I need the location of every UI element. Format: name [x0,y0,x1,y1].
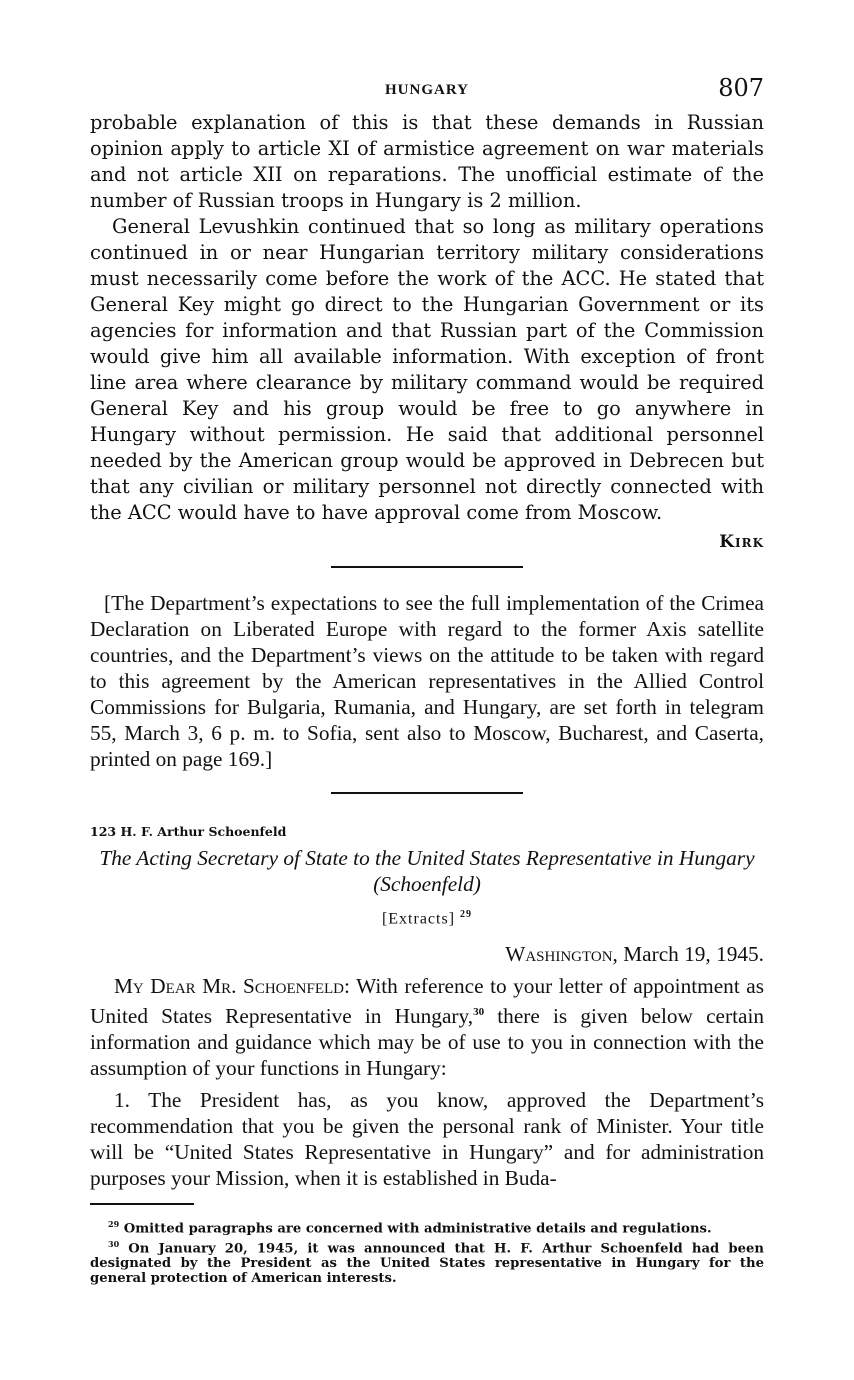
paragraph-levushkin: General Levushkin continued that so long as military operations continued in or near Hungarian territory military considerations must necessarily come before the work of the ACC. He stated that General Key might go direct to the Hungarian Government or its agencies for information and that Russian part of the Commission would give him all available information. With exception of front line area where clearance by military command would be required General Key and his group would be free to go anywhere in Hungary without permission. He said that additional personnel needed by the American group would be approved in Debrecen but that any civilian or military personnel not directly connected with the ACC would have to have approval come from Moscow. [90,215,764,524]
letter-paragraph-2: 1. The President has, as you know, approved the Department’s recommendation that you be given the personal rank of Minister. Your title will be “United States Representative in Hungary” and for administration purposes your Mission, when it is established in Buda- [90,1088,764,1191]
footnote-29 [90,1217,764,1236]
section-divider [331,566,523,568]
document-title: The Acting Secretary of State to the United States Representative in Hungary (Schoenfeld) [99,846,755,896]
footnote-number: 29 [108,1219,120,1230]
paragraph-continuation: probable explanation of this is that these demands in Russian opinion apply to article XI of armistice agreement on war materials and not article XII on reparations. The unofficial estimate of the number of Russian troops in Hungary is 2 million. [90,111,764,212]
extracts-text: [Extracts] [381,910,456,928]
file-number: 123 H. F. Arthur Schoenfeld [90,824,287,839]
salutation: My Dear Mr. Schoenfeld: [114,974,350,999]
footnote-number: 30 [108,1238,120,1249]
dateline [90,942,764,967]
footnote-text: On January 20, 1945, it was announced that H. F. Arthur Schoenfeld had been designated by the President as the United States representative in Hungary for the general protection of American interests. [90,1241,764,1287]
section-divider [331,792,523,794]
para1-text-a: With reference to your letter of appointment as United States Representative in Hungary, [90,974,764,1029]
footnote-30 [90,1237,764,1286]
extracts-label [90,909,764,928]
page-header [90,0,764,110]
running-head: HUNGARY [385,82,469,98]
footnote-ref-30[interactable]: 30 [473,1006,485,1019]
footnote-text: Omitted paragraphs are concerned with administrative details and regulations. [123,1221,712,1237]
para1-text-b: there is given below certain information and guidance which may be of use to you in connection with the assumption of your functions in Hungary: [90,1004,765,1081]
dateline-date: March 19, 1945. [623,942,764,967]
dateline-place: Washington, [505,942,618,967]
editorial-note: [The Department’s expectations to see the full implementation of the Crimea Declaration on Liberated Europe with regard to the former Axis satellite countries, and the Department’s views on the attitude to be taken with regard to this agreement by the American representatives in the Allied Control Commissions for Bulgaria, Rumania, and Hungary, are set forth in telegram 55, March 3, 6 p. m. to Sofia, sent also to Moscow, Bucharest, and Caserta, printed on page 169.] [90,591,764,771]
footnote-divider [90,1203,194,1205]
footnote-ref-29[interactable]: 29 [460,909,473,920]
letter-paragraph-1 [90,973,764,1081]
document-page [90,0,764,1286]
signature-kirk: Kirk [719,532,764,552]
page-number: 807 [718,74,764,102]
